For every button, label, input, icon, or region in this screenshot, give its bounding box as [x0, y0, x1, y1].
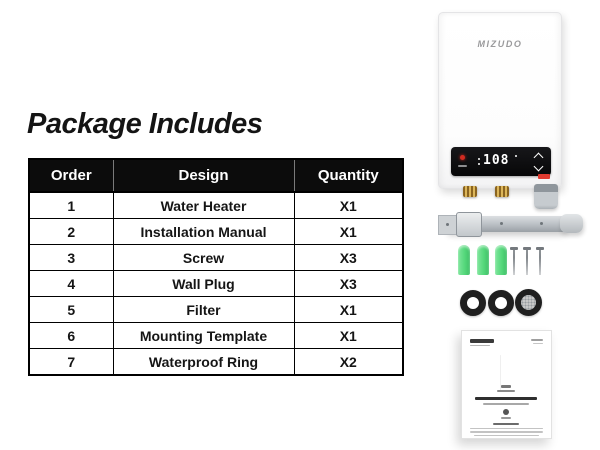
cell-design: Mounting Template	[113, 323, 294, 349]
brass-inlet-fitting	[463, 186, 477, 197]
wall-plug	[477, 245, 489, 275]
cell-quantity: X1	[294, 323, 403, 349]
table-row	[29, 323, 403, 349]
manual-fineprint-line	[474, 435, 539, 437]
cell-order: 1	[29, 192, 113, 219]
cell-order: 6	[29, 323, 113, 349]
cell-design: Filter	[113, 297, 294, 323]
cell-design: Wall Plug	[113, 271, 294, 297]
heater-display-panel	[451, 147, 551, 176]
filter-ring	[515, 289, 542, 316]
cell-quantity: X1	[294, 297, 403, 323]
brand-logo: MIZUDO	[477, 39, 523, 49]
cell-order: 2	[29, 219, 113, 245]
bracket-hole	[500, 222, 503, 225]
screw	[536, 247, 544, 276]
screw	[510, 247, 518, 276]
mounting-template-end-cap	[560, 214, 583, 233]
pipe-connector	[534, 184, 558, 209]
installation-manual-photo	[461, 330, 552, 439]
cell-order: 5	[29, 297, 113, 323]
cell-design: Screw	[113, 245, 294, 271]
table-row	[29, 349, 403, 376]
table-row	[29, 245, 403, 271]
manual-center-mark	[497, 390, 515, 392]
wall-plug	[495, 245, 507, 275]
brass-outlet-fitting	[495, 186, 509, 197]
cell-design: Waterproof Ring	[113, 349, 294, 376]
table-row	[29, 271, 403, 297]
manual-emblem-icon	[503, 409, 509, 415]
manual-emblem-caption	[501, 417, 511, 419]
mounting-template-plate	[438, 215, 457, 235]
cell-design: Water Heater	[113, 192, 294, 219]
cell-order: 4	[29, 271, 113, 297]
mounting-template-clip	[456, 212, 482, 237]
cell-quantity: X3	[294, 271, 403, 297]
cell-quantity: X1	[294, 219, 403, 245]
col-header-design: Design	[113, 159, 294, 192]
screw	[523, 247, 531, 276]
cell-quantity: X2	[294, 349, 403, 376]
manual-corner-text	[531, 339, 543, 341]
manual-center-mark	[501, 385, 511, 388]
degree-dot-icon	[515, 155, 517, 157]
waterproof-ring	[460, 290, 486, 316]
package-contents-table	[28, 158, 404, 376]
manual-title-line	[475, 397, 537, 400]
table-row	[29, 192, 403, 219]
power-label-mark	[458, 165, 467, 167]
bracket-hole	[446, 223, 449, 226]
col-header-quantity: Quantity	[294, 159, 403, 192]
water-heater-photo	[438, 12, 562, 189]
red-brand-tag	[538, 174, 550, 179]
waterproof-ring	[488, 290, 514, 316]
manual-logo-subline	[470, 345, 490, 347]
table-row	[29, 297, 403, 323]
manual-logo-mark	[470, 339, 494, 343]
bracket-hole	[540, 222, 543, 225]
cell-order: 3	[29, 245, 113, 271]
col-header-order: Order	[29, 159, 113, 192]
manual-corner-text	[533, 343, 543, 345]
temperature-readout: 108	[483, 153, 510, 168]
manual-subtitle-line	[483, 403, 529, 405]
manual-divider	[493, 423, 519, 425]
table-header-row	[29, 159, 403, 192]
display-colon-icon	[478, 163, 480, 165]
display-colon-icon	[478, 158, 480, 160]
cell-design: Installation Manual	[113, 219, 294, 245]
power-dot-icon	[460, 155, 465, 160]
cell-quantity: X3	[294, 245, 403, 271]
cell-quantity: X1	[294, 192, 403, 219]
table-row	[29, 219, 403, 245]
page-title: Package Includes	[27, 108, 263, 140]
wall-plug	[458, 245, 470, 275]
manual-fineprint-line	[470, 428, 543, 430]
chevron-down-icon	[534, 162, 544, 172]
cell-order: 7	[29, 349, 113, 376]
manual-fineprint-line	[470, 431, 543, 433]
